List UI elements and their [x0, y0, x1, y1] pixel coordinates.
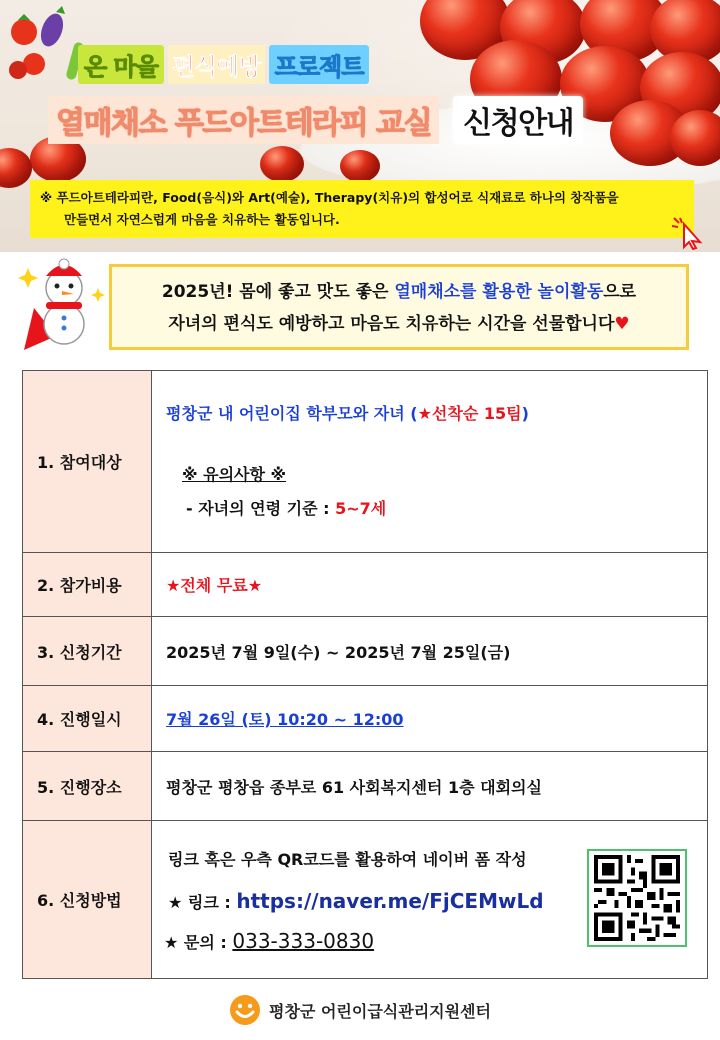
intro-line-2-text: 자녀의 편식도 예방하고 마음도 치유하는 시간을 선물합니다 [168, 314, 615, 334]
org-name: 평창군 어린이급식관리지원센터 [269, 1001, 491, 1021]
title-part-project: 프로젝트 [269, 45, 370, 84]
info-table [22, 370, 708, 979]
application-link[interactable]: https://naver.me/FjCEMwLd [236, 889, 544, 913]
definition-notice [30, 180, 694, 238]
intro-line-1-suffix: 으로 [603, 282, 637, 302]
header-banner [0, 0, 720, 252]
heart-icon: ♥ [614, 314, 630, 334]
contact-line [164, 929, 374, 953]
tomato-image [340, 150, 380, 182]
notice-line-2: 만들면서 자연스럽게 마음을 치유하는 활동입니다. [64, 212, 340, 227]
qr-code-frame[interactable] [587, 849, 687, 947]
value-method [152, 821, 708, 979]
intro-line-1-prefix: 2025년! 몸에 좋고 맛도 좋은 [161, 282, 395, 302]
table-row-method [23, 821, 708, 979]
title-line-2 [48, 97, 583, 143]
label-fee: 2. 참가비용 [23, 553, 152, 617]
label-period: 3. 신청기간 [23, 617, 152, 686]
label-target: 1. 참여대상 [23, 371, 152, 553]
target-main-text: 평창군 내 어린이집 학부모와 자녀 ( [166, 404, 418, 423]
title-part-village: 온 마을 [78, 45, 164, 84]
target-quota: ★선착순 15팀 [417, 404, 522, 423]
intro-line-2 [112, 308, 686, 340]
cursor-click-icon [668, 214, 708, 250]
value-period: 2025년 7월 9일(수) ~ 2025년 7월 25일(금) [152, 617, 708, 686]
intro-message-box [109, 264, 689, 350]
tomato-image [0, 148, 32, 188]
qr-code-icon [593, 855, 681, 941]
value-place: 평창군 평창읍 종부로 61 사회복지센터 1층 대회의실 [152, 752, 708, 821]
contact-phone: 033-333-0830 [232, 929, 375, 953]
smile-logo-icon [229, 994, 261, 1026]
title-line-1 [78, 46, 369, 82]
footer [0, 990, 720, 1030]
age-criteria [186, 496, 386, 519]
label-date: 4. 진행일시 [23, 686, 152, 752]
caution-title: ※ 유의사항 ※ [182, 465, 287, 484]
target-description [166, 401, 529, 424]
intro-line-1 [112, 276, 686, 308]
contact-label: ★ 문의 : [164, 933, 233, 952]
method-description: 링크 혹은 우측 QR코드를 활용하여 네이버 폼 작성 [168, 850, 527, 869]
value-target [152, 371, 708, 553]
table-row-target [23, 371, 708, 553]
target-close-paren: ) [521, 404, 529, 423]
title-part-prevention: 편식예방 [168, 45, 265, 84]
notice-line-1: ※ 푸드아트테라피란, Food(음식)와 Art(예술), Therapy(치유)의 합성어로 식재료로 하나의 창작품을 [40, 190, 619, 205]
label-method: 6. 신청방법 [23, 821, 152, 979]
age-prefix: - 자녀의 연령 기준 : [186, 499, 336, 518]
table-row-period [23, 617, 708, 686]
intro-highlight: 열매채소를 활용한 놀이활동 [394, 282, 604, 302]
value-fee: ★전체 무료★ [152, 553, 708, 617]
application-notice-title: 신청안내 [453, 96, 583, 144]
value-date: 7월 26일 (토) 10:20 ~ 12:00 [152, 686, 708, 752]
link-label: ★ 링크 : [168, 893, 237, 912]
label-place: 5. 진행장소 [23, 752, 152, 821]
link-line [168, 889, 544, 913]
table-row-fee [23, 553, 708, 617]
tomato-image [260, 146, 304, 182]
age-value: 5~7세 [335, 499, 387, 518]
program-title: 열매채소 푸드아트테라피 교실 [48, 96, 439, 144]
table-row-place [23, 752, 708, 821]
table-row-date [23, 686, 708, 752]
snowman-mascot-icon [14, 258, 110, 354]
